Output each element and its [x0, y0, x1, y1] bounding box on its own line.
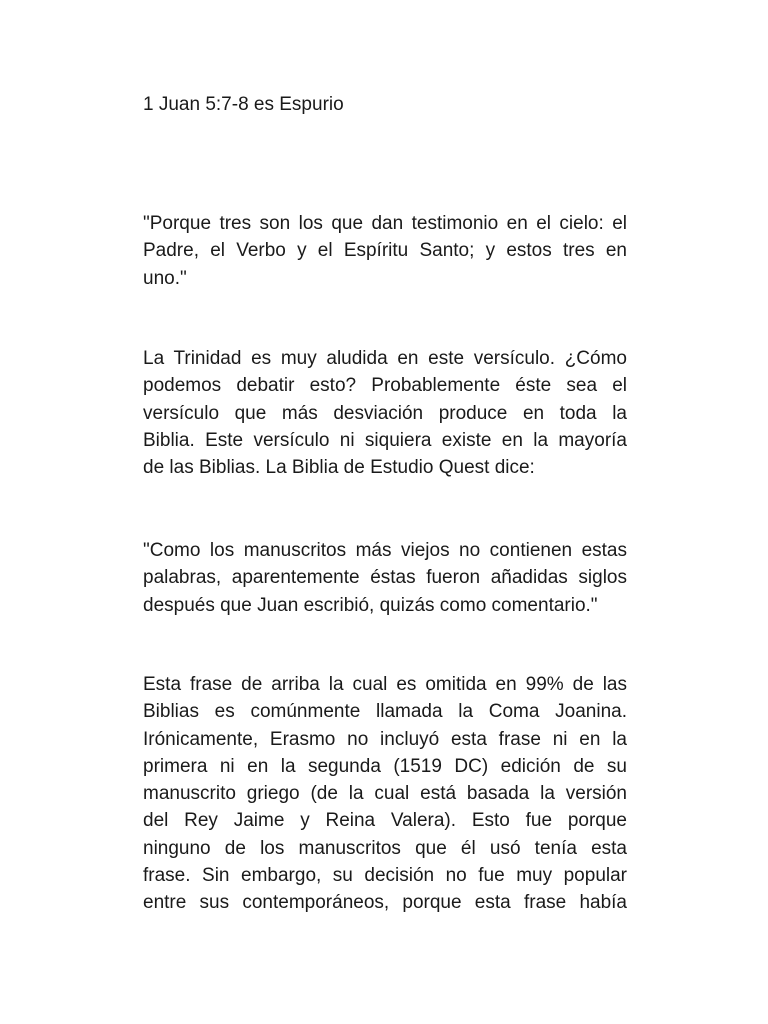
text-line: Biblia. Este versículo ni siquiera existe en la mayoría — [143, 429, 627, 451]
text-line: palabras, aparentemente éstas fueron añadidas siglos — [143, 567, 627, 589]
text-line: versículo que más desviación produce en toda la — [143, 402, 627, 424]
text-line: Padre, el Verbo y el Espíritu Santo; y estos tres en — [143, 240, 627, 262]
paragraph-trinity — [143, 345, 627, 481]
text-line: primera ni en la segunda (1519 DC) edición de su — [143, 755, 627, 777]
text-line: entre sus contemporáneos, porque esta frase había — [143, 892, 627, 914]
text-line: Biblias es comúnmente llamada la Coma Joanina. — [143, 701, 627, 723]
paragraph-quote-verse — [143, 210, 627, 292]
text-line: del Rey Jaime y Reina Valera). Esto fue porque — [143, 810, 627, 832]
document-title: 1 Juan 5:7-8 es Espurio — [143, 94, 344, 115]
text-line: frase. Sin embargo, su decisión no fue muy popular — [143, 865, 627, 887]
text-line: "Porque tres son los que dan testimonio en el cielo: el — [143, 213, 627, 234]
paragraph-quest-quote — [143, 537, 627, 619]
text-line: podemos debatir esto? Probablemente éste sea el — [143, 375, 627, 397]
text-line: Esta frase de arriba la cual es omitida en 99% de las — [143, 674, 627, 695]
text-line: "Como los manuscritos más viejos no contienen estas — [143, 540, 627, 561]
text-line: manuscrito griego (de la cual está basada la versión — [143, 783, 627, 805]
text-line: uno." — [143, 267, 187, 289]
text-line: ninguno de los manuscritos que él usó tenía esta — [143, 837, 627, 859]
text-line: La Trinidad es muy aludida en este versículo. ¿Cómo — [143, 348, 627, 369]
text-line: de las Biblias. La Biblia de Estudio Quest dice: — [143, 457, 535, 479]
paragraph-coma-joanina — [143, 671, 627, 917]
text-line: Irónicamente, Erasmo no incluyó esta frase ni en la — [143, 728, 627, 750]
text-line: después que Juan escribió, quizás como comentario." — [143, 594, 598, 616]
